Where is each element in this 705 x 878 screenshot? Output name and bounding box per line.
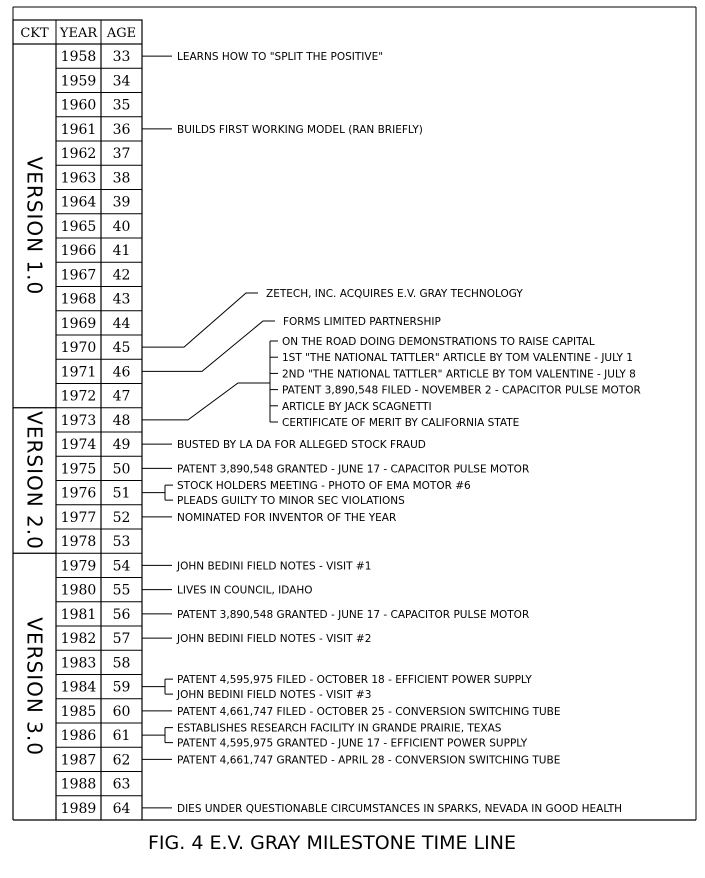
table-row bbox=[56, 626, 142, 647]
table-row bbox=[56, 335, 142, 356]
age-cell: 39 bbox=[112, 194, 131, 211]
table-row bbox=[61, 49, 131, 65]
leader-line bbox=[142, 321, 275, 371]
age-cell: 62 bbox=[112, 752, 131, 769]
event-label: JOHN BEDINI FIELD NOTES - VISIT #3 bbox=[177, 689, 372, 702]
year-cell: 1980 bbox=[60, 582, 97, 599]
age-cell: 59 bbox=[112, 679, 131, 696]
age-cell: 42 bbox=[112, 267, 131, 284]
figure-caption: FIG. 4 E.V. GRAY MILESTONE TIME LINE bbox=[148, 832, 516, 854]
table-row bbox=[56, 650, 142, 671]
header-year: YEAR bbox=[59, 26, 98, 41]
age-cell: 51 bbox=[112, 485, 131, 502]
event-label: DIES UNDER QUESTIONABLE CIRCUMSTANCES IN SPARKS, NEVADA IN GOOD HEALTH bbox=[177, 802, 623, 815]
timeline-event bbox=[142, 585, 313, 597]
timeline-event bbox=[142, 754, 560, 766]
event-label: STOCK HOLDERS MEETING - PHOTO OF EMA MOTOR #6 bbox=[177, 480, 471, 493]
table-row bbox=[56, 359, 142, 380]
table-row bbox=[56, 723, 142, 744]
version-label: VERSION 2.0 bbox=[22, 411, 47, 550]
timeline-event bbox=[142, 480, 471, 507]
table-row bbox=[56, 578, 142, 599]
event-label: PATENT 4,595,975 FILED - OCTOBER 18 - EFFICIENT POWER SUPPLY bbox=[177, 674, 532, 687]
age-cell: 57 bbox=[112, 631, 131, 648]
age-cell: 34 bbox=[112, 73, 131, 90]
timeline-event bbox=[142, 336, 641, 429]
year-cell: 1968 bbox=[60, 291, 97, 308]
table-row bbox=[56, 699, 142, 720]
age-cell: 52 bbox=[112, 509, 131, 526]
age-cell: 64 bbox=[112, 800, 131, 817]
year-cell: 1959 bbox=[60, 73, 97, 90]
event-label: PATENT 3,890,548 FILED - NOVEMBER 2 - CAPACITOR PULSE MOTOR bbox=[282, 384, 641, 397]
year-cell: 1979 bbox=[60, 558, 97, 575]
age-cell: 63 bbox=[112, 776, 131, 793]
year-cell: 1966 bbox=[60, 243, 97, 260]
event-label: NOMINATED FOR INVENTOR OF THE YEAR bbox=[177, 511, 397, 524]
year-cell: 1975 bbox=[60, 461, 97, 478]
year-cell: 1961 bbox=[60, 121, 97, 138]
event-label: 2ND "THE NATIONAL TATTLER" ARTICLE BY TOM VALENTINE - JULY 8 bbox=[282, 368, 636, 381]
table-row bbox=[56, 287, 142, 308]
age-cell: 36 bbox=[112, 121, 131, 138]
age-cell: 33 bbox=[112, 49, 131, 66]
age-cell: 38 bbox=[112, 170, 131, 187]
version-label: VERSION 3.0 bbox=[22, 617, 47, 756]
table-row bbox=[56, 529, 142, 550]
table-row bbox=[56, 505, 142, 526]
table-row bbox=[56, 553, 142, 574]
age-cell: 58 bbox=[112, 655, 131, 672]
timeline-event bbox=[142, 560, 371, 572]
year-cell: 1982 bbox=[60, 631, 97, 648]
timeline-event bbox=[142, 723, 528, 750]
table-row bbox=[56, 675, 142, 696]
event-label: 1ST "THE NATIONAL TATTLER" ARTICLE BY TOM VALENTINE - JULY 1 bbox=[282, 352, 633, 365]
year-cell: 1976 bbox=[60, 485, 97, 502]
year-cell: 1978 bbox=[60, 534, 97, 551]
leader-line bbox=[142, 383, 270, 420]
year-cell: 1989 bbox=[60, 800, 97, 817]
event-label: CERTIFICATE OF MERIT BY CALIFORNIA STATE bbox=[282, 417, 520, 429]
timeline-event bbox=[142, 512, 396, 524]
table-row bbox=[56, 262, 142, 283]
table-row bbox=[56, 68, 142, 89]
year-cell: 1969 bbox=[60, 315, 97, 332]
table-row bbox=[56, 214, 142, 235]
table-row bbox=[56, 117, 142, 138]
year-cell: 1958 bbox=[60, 49, 97, 66]
header-age: AGE bbox=[106, 26, 137, 41]
table-row bbox=[56, 772, 142, 793]
event-label: ZETECH, INC. ACQUIRES E.V. GRAY TECHNOLOGY bbox=[266, 288, 523, 300]
event-label: ON THE ROAD DOING DEMONSTRATIONS TO RAISE CAPITAL bbox=[282, 336, 595, 348]
event-label: ARTICLE BY JACK SCAGNETTI bbox=[282, 400, 432, 413]
age-cell: 60 bbox=[112, 703, 131, 720]
age-cell: 45 bbox=[112, 340, 131, 357]
age-cell: 44 bbox=[112, 315, 131, 332]
timeline-event bbox=[142, 463, 529, 475]
age-cell: 54 bbox=[112, 558, 131, 575]
year-cell: 1967 bbox=[60, 267, 97, 284]
age-cell: 49 bbox=[112, 437, 131, 454]
year-cell: 1964 bbox=[60, 194, 97, 211]
age-cell: 40 bbox=[112, 218, 131, 235]
year-cell: 1981 bbox=[60, 606, 97, 623]
table-row bbox=[56, 796, 142, 817]
year-cell: 1963 bbox=[60, 170, 97, 187]
age-cell: 53 bbox=[112, 534, 131, 551]
event-label: ESTABLISHES RESEARCH FACILITY IN GRANDE PRAIRIE, TEXAS bbox=[177, 722, 502, 735]
event-label: PATENT 4,595,975 GRANTED - JUNE 17 - EFFICIENT POWER SUPPLY bbox=[177, 737, 528, 750]
year-cell: 1974 bbox=[60, 437, 97, 454]
year-cell: 1973 bbox=[60, 412, 97, 429]
timeline-event bbox=[142, 706, 561, 718]
year-cell: 1960 bbox=[60, 97, 97, 114]
table-row bbox=[56, 190, 142, 211]
event-label: BUSTED BY LA DA FOR ALLEGED STOCK FRAUD bbox=[177, 439, 426, 452]
table-row bbox=[56, 93, 142, 114]
year-cell: 1984 bbox=[60, 679, 97, 696]
event-label: FORMS LIMITED PARTNERSHIP bbox=[283, 316, 441, 328]
age-cell: 48 bbox=[112, 412, 131, 429]
year-cell: 1983 bbox=[60, 655, 97, 672]
table-row bbox=[56, 384, 142, 405]
year-cell: 1965 bbox=[60, 218, 97, 235]
timeline-event bbox=[142, 633, 371, 645]
year-cell: 1988 bbox=[60, 776, 97, 793]
year-cell: 1971 bbox=[60, 364, 97, 381]
version-label: VERSION 1.0 bbox=[22, 156, 47, 296]
year-cell: 1985 bbox=[60, 703, 97, 720]
year-cell: 1970 bbox=[60, 340, 97, 357]
timeline-event bbox=[142, 439, 426, 451]
table-row bbox=[56, 141, 142, 162]
age-cell: 43 bbox=[112, 291, 131, 308]
year-cell: 1977 bbox=[60, 509, 97, 526]
age-cell: 50 bbox=[112, 461, 131, 478]
year-cell: 1986 bbox=[60, 728, 97, 745]
table-row bbox=[56, 238, 142, 259]
timeline-event bbox=[142, 51, 383, 63]
timeline-event bbox=[142, 803, 622, 815]
event-label: LIVES IN COUNCIL, IDAHO bbox=[177, 584, 313, 597]
year-cell: 1962 bbox=[60, 146, 97, 163]
age-cell: 61 bbox=[112, 728, 131, 745]
age-cell: 41 bbox=[112, 243, 131, 260]
table-row bbox=[56, 408, 142, 429]
event-label: JOHN BEDINI FIELD NOTES - VISIT #1 bbox=[177, 560, 372, 573]
timeline-event bbox=[142, 609, 529, 621]
table-row bbox=[56, 481, 142, 502]
year-cell: 1972 bbox=[60, 388, 97, 405]
age-cell: 47 bbox=[112, 388, 131, 405]
event-label: JOHN BEDINI FIELD NOTES - VISIT #2 bbox=[177, 633, 372, 646]
event-label: PATENT 3,890,548 GRANTED - JUNE 17 - CAPACITOR PULSE MOTOR bbox=[177, 463, 530, 476]
event-label: LEARNS HOW TO "SPLIT THE POSITIVE" bbox=[177, 51, 384, 64]
timeline-event bbox=[142, 124, 423, 136]
age-cell: 55 bbox=[112, 582, 131, 599]
timeline-event bbox=[142, 674, 532, 701]
table-row bbox=[56, 311, 142, 332]
age-cell: 37 bbox=[112, 146, 131, 163]
year-cell: 1987 bbox=[60, 752, 97, 769]
age-cell: 35 bbox=[112, 97, 131, 114]
event-label: PATENT 3,890,548 GRANTED - JUNE 17 - CAPACITOR PULSE MOTOR bbox=[177, 608, 530, 621]
event-label: BUILDS FIRST WORKING MODEL (RAN BRIEFLY) bbox=[177, 123, 423, 136]
event-label: PLEADS GUILTY TO MINOR SEC VIOLATIONS bbox=[177, 495, 405, 508]
age-cell: 46 bbox=[112, 364, 131, 381]
table-row bbox=[56, 602, 142, 623]
table-row bbox=[56, 165, 142, 186]
event-label: PATENT 4,661,747 FILED - OCTOBER 25 - CONVERSION SWITCHING TUBE bbox=[177, 705, 561, 718]
table-row bbox=[56, 456, 142, 477]
age-cell: 56 bbox=[112, 606, 131, 623]
event-label: PATENT 4,661,747 GRANTED - APRIL 28 - CONVERSION SWITCHING TUBE bbox=[177, 754, 561, 767]
table-row bbox=[56, 432, 142, 453]
header-ckt: CKT bbox=[20, 26, 49, 41]
table-row bbox=[56, 747, 142, 768]
